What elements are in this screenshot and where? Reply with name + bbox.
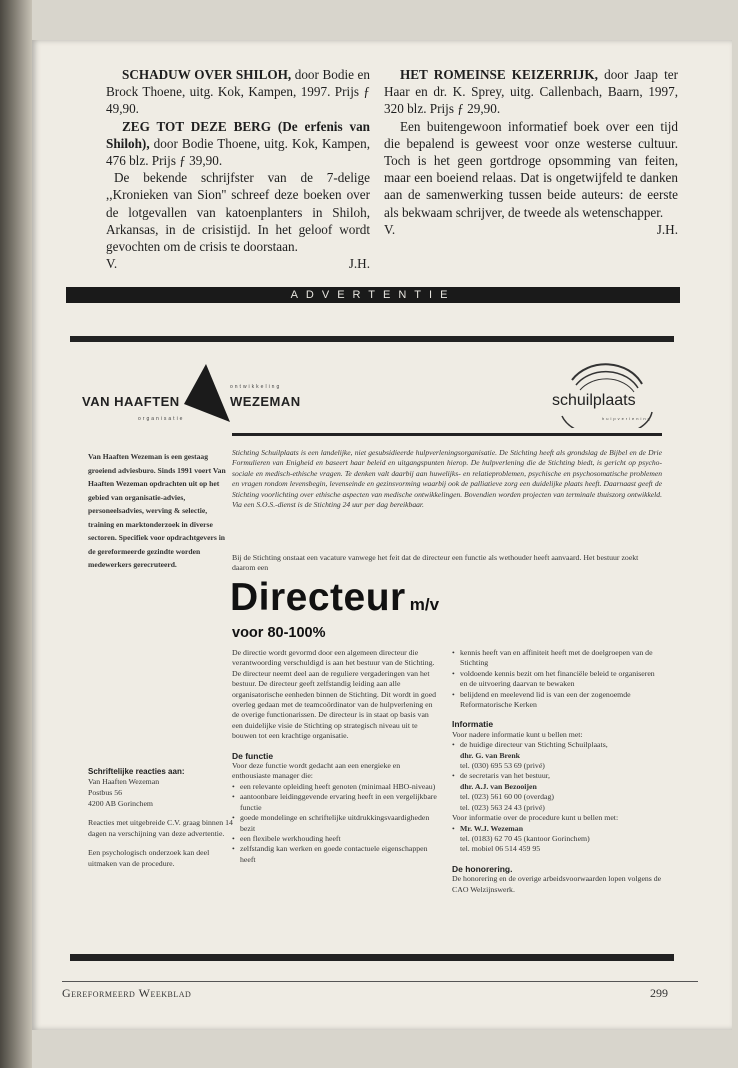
footer-magazine-title: Gereformeerd Weekblad <box>62 986 192 1000</box>
review-left-details-1: door Bodie en Brock Thoene, uitg. Kok, Kampen, 1997. Prijs ƒ 49,90. <box>106 67 370 117</box>
procedure-contact-item <box>452 824 662 855</box>
functie-item: • zelfstandig kan werken en goede contactuele eigenschappen heeft <box>232 844 440 865</box>
ad-title <box>230 576 439 620</box>
schuilplaats-name: schuilplaats <box>552 392 636 409</box>
functie-list <box>232 782 440 865</box>
info-contact-2 <box>452 771 662 813</box>
logo-triangle-icon <box>80 350 320 430</box>
ad-intro: Stichting Schuilplaats is een landelijke, niet gesubsidieerde hulpverleningsorganisatie. De Stichting heeft als grondslag de Bijbel en de Drie Formulieren van Enigheid en baseert haar beleid en uitgangspunten hierop. De hulpverlening die de Stichting biedt, is gericht op psycho-sociale en medisch-ethische vragen. Te denken valt daarbij aan huwelijks- en relatieproblemen, psychische en psychosomatische problemen en vragen rondom levensbegin, levenseinde en gezinsvorming waarbij ook de palliatieve zorg een duidelijke plaats heeft. Daarnaast geeft de Stichting voorlichting over ethische aspecten van medische ontwikkelingen. Bovendien worden projecten van terminale thuiszorg ontwikkeld. Via een S.O.S.-dienst is de Stichting 24 uur per dag bereikbaar. <box>232 448 662 510</box>
review-right-title: HET ROMEINSE KEIZERRIJK, <box>400 67 598 82</box>
logo-arc-top: ontwikkeling <box>230 384 282 390</box>
footer-rule <box>62 981 698 982</box>
ad-vacancy: Bij de Stichting onstaat een vacature vanwege het feit dat de directeur een functie als wethouder heeft aanvaard. Het bestuur zoekt daarom een <box>232 553 639 573</box>
info-2-tel-private: tel. (023) 563 24 43 (privé) <box>460 802 545 812</box>
info-1-name: dhr. G. van Brenk <box>460 750 521 760</box>
functie-heading: De functie <box>232 750 274 761</box>
review-left-body: De bekende schrijfster van de 7-delige ,,Kronieken van Sion'' schreef deze boeken over de lotgevallen van katoenplanters in Shiloh, Arkansas, in de crisistijd. In het geloof wordt gevochten om de crisis te doorstaan. <box>106 170 370 255</box>
ad-col2 <box>452 648 662 895</box>
requirements-list <box>452 648 662 710</box>
honorering-text: De honorering en de overige arbeidsvoorwaarden lopen volgens de CAO Welzijnswerk. <box>452 874 662 894</box>
reply-heading: Schriftelijke reacties aan: <box>88 767 185 776</box>
book-binding <box>0 0 32 1068</box>
procedure-name: Mr. W.J. Wezeman <box>460 823 524 833</box>
ad-col1 <box>232 648 440 865</box>
logo-arc-bottom: organisatie <box>138 416 185 422</box>
ad-directie-text: De directie wordt gevormd door een algemeen directeur die verantwoording verschuldigd is aan het bestuur van de Stichting. De directeur neemt deel aan de reguliere vergaderingen van het bestuur. De directeur geeft zelfstandig leiding aan alle organisatorische eenheden binnen de Stichting. Dit wordt in goed overleg gedaan met de teamcoördinator van de hulpverlening en de overige functionarissen. De directeur is in staat op basis van een duidelijke visie de Stichting op strategisch niveau uit te bouwen tot een krachtige organisatie. <box>232 648 437 741</box>
logo-van-haaften: VAN HAAFTEN <box>82 394 180 409</box>
honorering-heading: De honorering. <box>452 863 513 874</box>
procedure-tel-mobile: tel. mobiel 06 514 459 95 <box>460 844 541 854</box>
advertentie-bar: ADVERTENTIE <box>66 287 680 303</box>
van-haaften-wezeman-logo <box>80 350 320 430</box>
reply-note-cv: Reacties met uitgebreide C.V. graag binnen 14 dagen na verschijning van deze advertentie. <box>88 818 233 838</box>
reply-address-city: 4200 AB Gorinchem <box>88 799 153 808</box>
ad-bottom-rule <box>70 954 674 961</box>
ad-top-rule <box>70 336 674 342</box>
functie-intro: Voor deze functie wordt gedacht aan een energieke en enthousiaste manager die: <box>232 761 401 781</box>
review-left <box>106 66 370 272</box>
review-right <box>384 66 678 238</box>
ad-subtitle: voor 80-100% <box>232 625 326 641</box>
info-2-role: de secretaris van het bestuur, <box>460 771 550 781</box>
requirement-item: • kennis heeft van en affiniteit heeft met de doelgroepen van de Stichting <box>452 648 662 669</box>
footer-page-number: 299 <box>650 986 668 1000</box>
review-right-signature <box>384 221 678 238</box>
sidebar-reply <box>88 767 238 869</box>
info-2-tel-day: tel. (023) 561 60 00 (overdag) <box>460 792 554 802</box>
review-right-body: Een buitengewoon informatief boek over een tijd die bepalend is geweest voor onze westerse cultuur. Toch is het geen gortdroge opsomming van feiten, maar een boeiend relaas. Dat is ongetwijfeld te danken aan de samenwerking tussen beide auteurs: de eerste als bekwaam schrijver, de tweede als wetenschapper. <box>384 118 678 220</box>
requirement-item: • belijdend en meelevend lid is van een der zogenoemde Reformatorische Kerken <box>452 690 662 711</box>
info-intro: Voor nadere informatie kunt u bellen met: <box>452 729 583 739</box>
magazine-page <box>32 40 732 1030</box>
logo-wezeman: WEZEMAN <box>230 394 301 409</box>
info-contacts <box>452 740 662 813</box>
schuilplaats-logo <box>542 358 662 428</box>
ad-title-directeur: Directeur <box>230 576 406 619</box>
review-right-sig-initial: V. <box>384 221 396 237</box>
functie-item: • een flexibele werkhouding heeft <box>232 834 440 844</box>
info-2-name: dhr. A.J. van Bezooijen <box>460 781 537 791</box>
info-heading: Informatie <box>452 719 494 730</box>
review-left-title-2: ZEG TOT DEZE BERG (De erfenis van Shiloh), <box>106 118 370 151</box>
review-right-details: door Jaap ter Haar en dr. K. Sprey, uitg. Callenbach, Baarn, 1997, 320 blz. Prijs ƒ 29,90. <box>384 67 679 117</box>
procedure-contact <box>452 824 662 855</box>
logo-divider <box>232 433 662 436</box>
review-left-sig-initial: V. <box>106 256 118 272</box>
sidebar-about: Van Haaften Wezeman is een gestaag groeiend adviesburo. Sinds 1991 voert Van Haaften Wezeman opdrachten uit op het gebied van organisatie-advies, personeelsadvies, werving & selectie, training en marktonderzoek in diverse sectoren. Specifiek voor opdrachtgevers in de gereformeerde gezindte worden medewerkers gerecruteerd. <box>88 452 226 569</box>
info-1-role: de huidige directeur van Stichting Schuilplaats, <box>460 740 608 750</box>
review-left-details-2: door Bodie Thoene, uitg. Kok, Kampen, 476 blz. Prijs ƒ 39,90. <box>106 135 370 169</box>
info-1-tel: tel. (030) 695 53 69 (privé) <box>460 761 545 771</box>
reply-note-psych: Een psychologisch onderzoek kan deel uitmaken van de procedure. <box>88 848 210 868</box>
functie-item: • een relevante opleiding heeft genoten (minimaal HBO-niveau) <box>232 782 440 792</box>
functie-item: • aantoonbare leidinggevende ervaring heeft in een vergelijkbare functie <box>232 792 440 813</box>
schuilplaats-small: hulpverlening <box>602 416 652 421</box>
requirement-item: • voldoende kennis bezit om het financiële beleid te organiseren en de uitvoering daarvan te bewaken <box>452 669 662 690</box>
review-left-signature <box>106 255 370 272</box>
review-right-sig-author: J.H. <box>656 221 678 237</box>
ad-title-mv: m/v <box>409 595 440 614</box>
functie-item: • goede mondelinge en schriftelijke uitdrukkingsvaardigheden bezit <box>232 813 440 834</box>
info-contact-1 <box>452 740 662 771</box>
procedure-intro: Voor informatie over de procedure kunt u bellen met: <box>452 813 619 823</box>
review-left-sig-author: J.H. <box>348 256 370 272</box>
reply-address-name: Van Haaften Wezeman <box>88 777 160 786</box>
reply-address-postbus: Postbus 56 <box>88 788 123 797</box>
procedure-tel-office: tel. (0183) 62 70 45 (kantoor Gorinchem) <box>460 833 590 843</box>
review-left-title-1: SCHADUW OVER SHILOH, <box>122 67 292 82</box>
